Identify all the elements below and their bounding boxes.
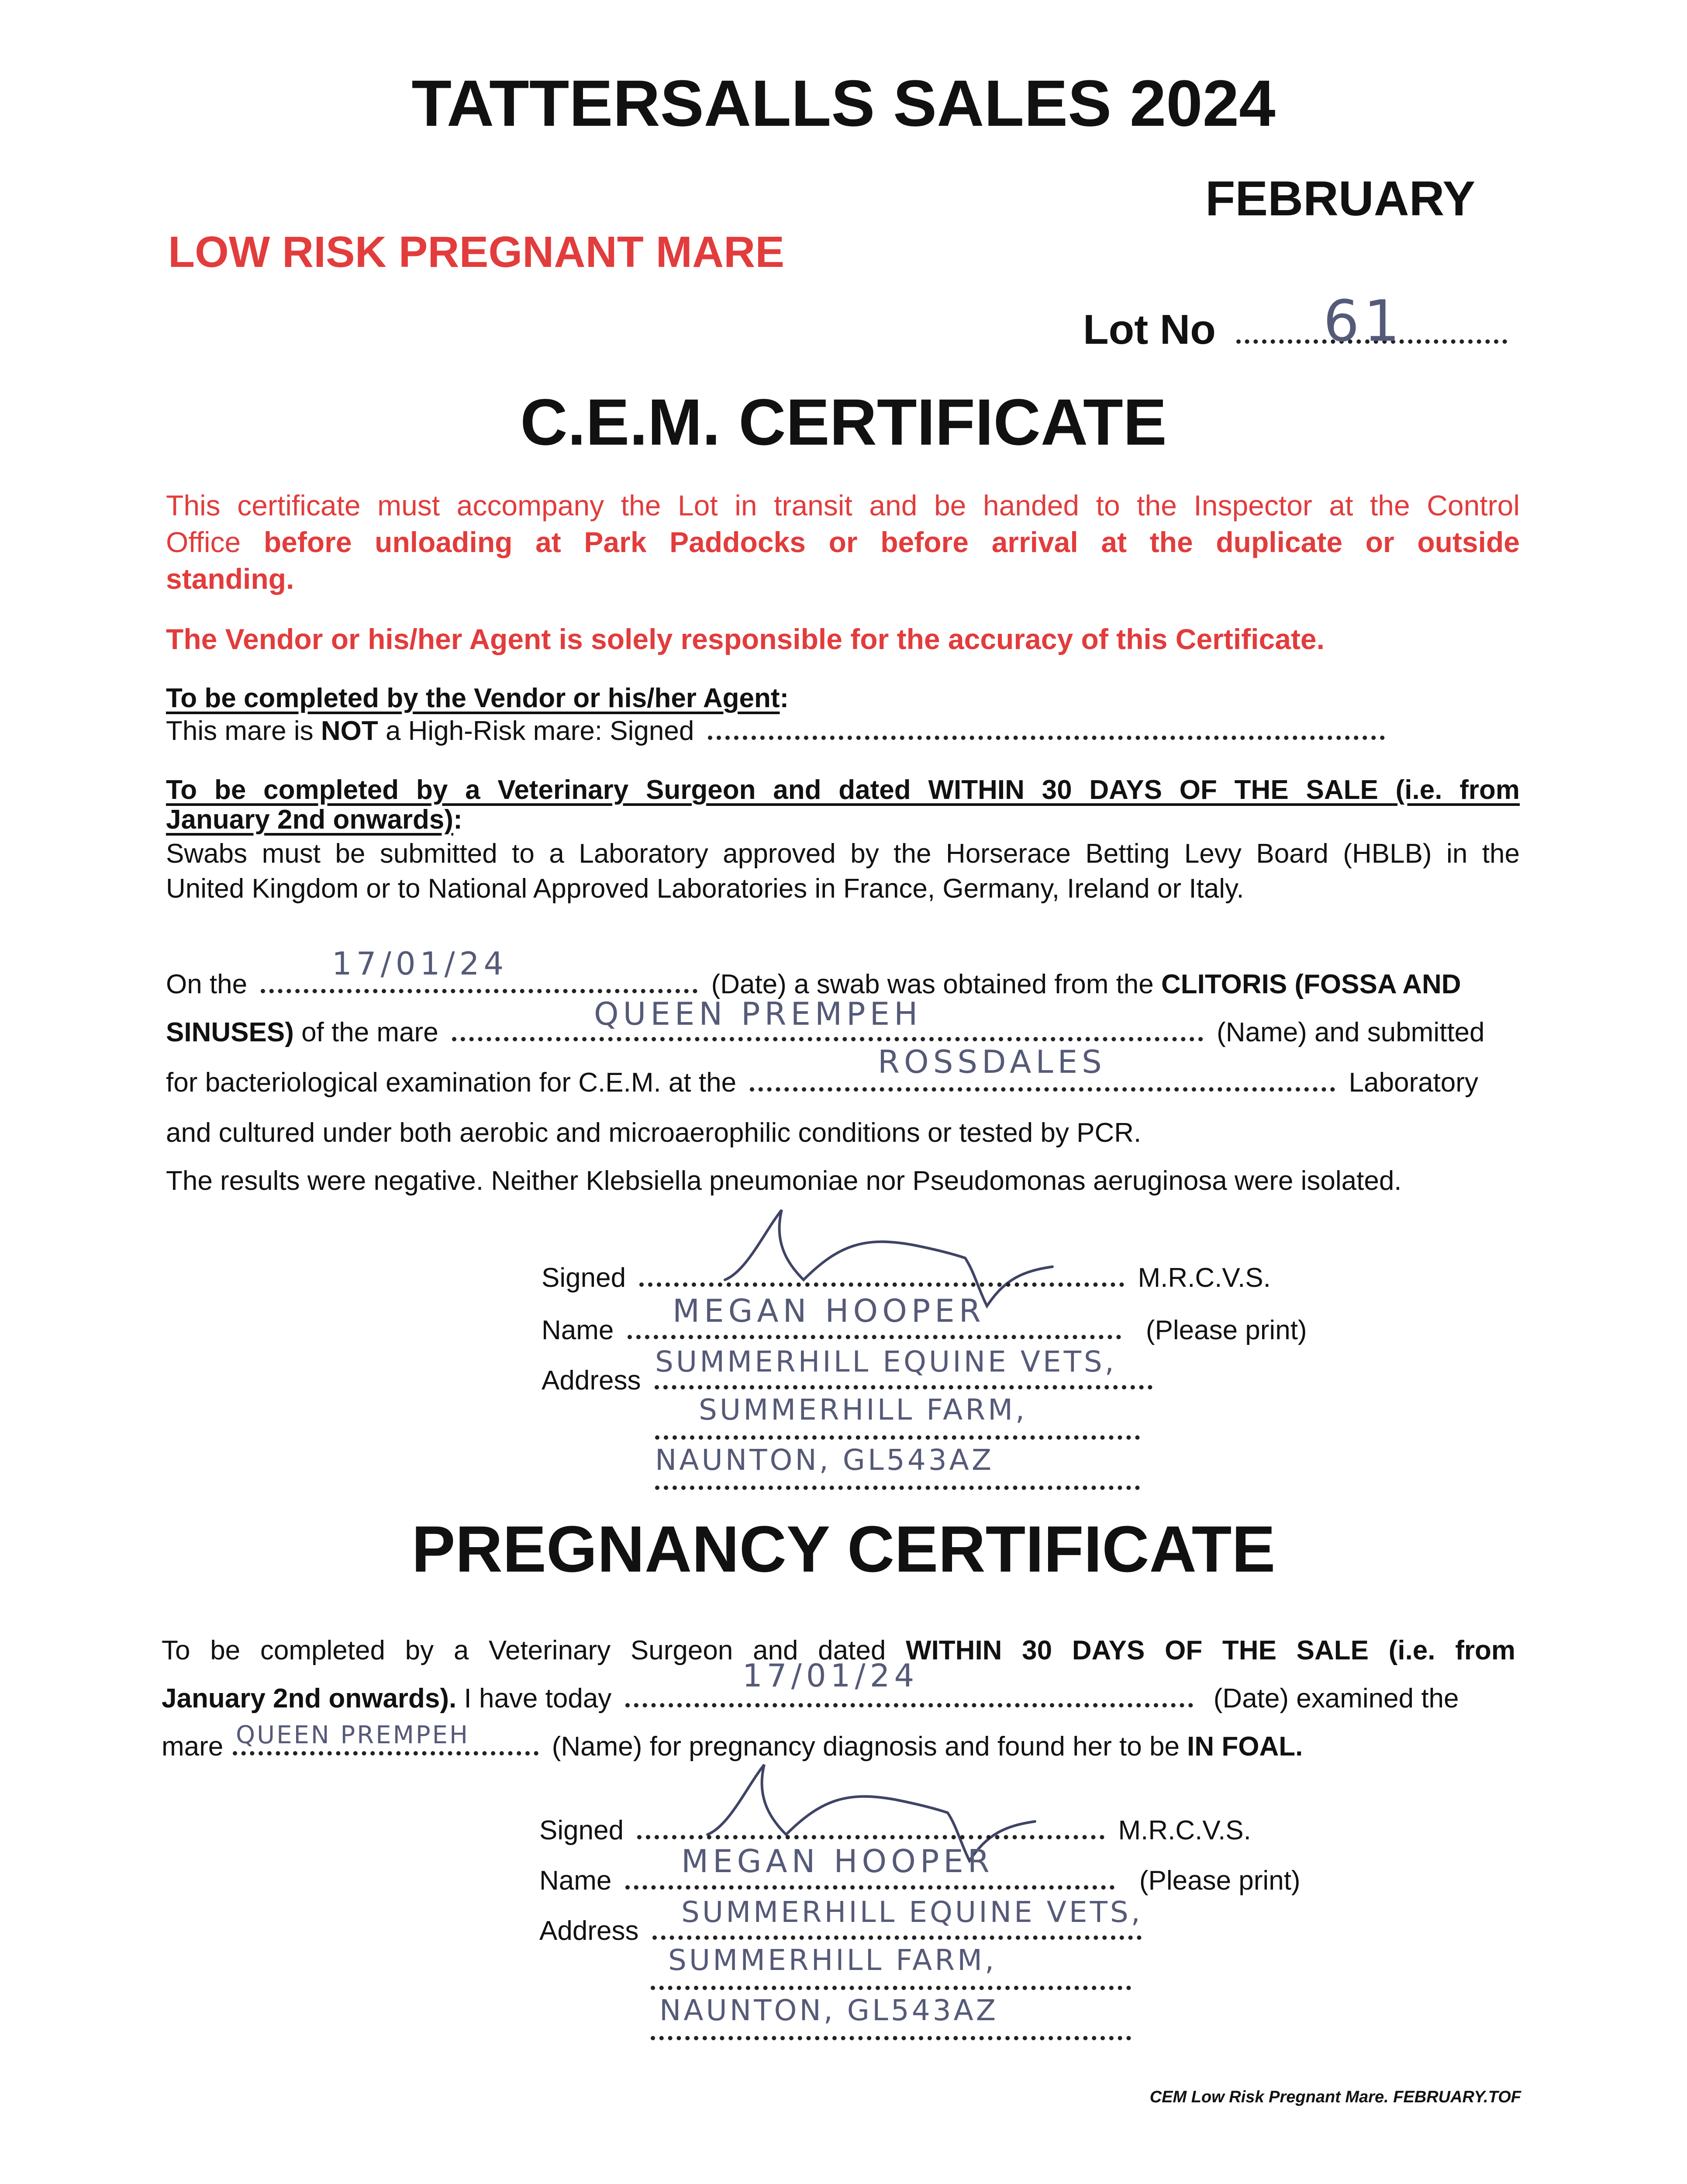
pregnancy-address-line-3: NAUNTON, GL543AZ bbox=[659, 1994, 999, 2027]
pregnancy-text-line-1: To be completed by a Veterinary Surgeon and dated WITHIN 30 DAYS OF THE SALE (i.e. from bbox=[162, 1635, 1515, 1666]
cem-certificate-title: C.E.M. CERTIFICATE bbox=[520, 385, 1167, 459]
cem-signed-row: Signed M.R.C.V.S. bbox=[542, 1263, 1271, 1293]
footer-file-reference: CEM Low Risk Pregnant Mare. FEBRUARY.TOF bbox=[1149, 2088, 1521, 2106]
lot-number-row bbox=[1083, 306, 1507, 354]
cem-address-row: Address bbox=[542, 1365, 1152, 1396]
document-title: TATTERSALLS SALES 2024 bbox=[411, 66, 1276, 140]
cem-name-row: Name (Please print) bbox=[542, 1315, 1307, 1345]
cem-notice bbox=[166, 487, 1520, 597]
cem-address-line-2: SUMMERHILL FARM, bbox=[699, 1393, 1028, 1427]
cultured-line: and cultured under both aerobic and microaerophilic conditions or tested by PCR. bbox=[166, 1118, 1142, 1148]
pregnancy-text-line-2: January 2nd onwards). I have today (Date) examined the bbox=[162, 1683, 1459, 1714]
laboratory-line: for bacteriological examination for C.E.M. at the Laboratory bbox=[166, 1068, 1478, 1098]
pregnancy-vet-name-value: MEGAN HOOPER bbox=[681, 1843, 994, 1880]
lot-number-value: 61 bbox=[1323, 288, 1404, 354]
pregnancy-mare-name-value: QUEEN PREMPEH bbox=[236, 1721, 470, 1749]
swab-date-value: 17/01/24 bbox=[332, 945, 508, 982]
pregnancy-text-line-3: mare (Name) for pregnancy diagnosis and found her to be IN FOAL. bbox=[162, 1731, 1303, 1762]
cem-address-line-1: SUMMERHILL EQUINE VETS, bbox=[655, 1345, 1117, 1379]
pregnancy-address-line-1: SUMMERHILL EQUINE VETS, bbox=[681, 1895, 1143, 1929]
lot-label: Lot No bbox=[1083, 306, 1216, 353]
pregnancy-date-value: 17/01/24 bbox=[742, 1657, 919, 1694]
swab-requirements: Swabs must be submitted to a Laboratory approved by the Horserace Betting Levy Board (HBLB) in the United Kingdom or to National Approved Laboratories in France, Germany, Ireland or Italy. bbox=[166, 839, 1520, 904]
cem-mare-name-value: QUEEN PREMPEH bbox=[594, 995, 922, 1032]
vendor-heading: To be completed by the Vendor or his/her Agent: bbox=[166, 683, 789, 713]
pregnancy-address-row: Address bbox=[539, 1915, 1142, 1946]
vendor-signature-dots bbox=[708, 736, 1385, 740]
vendor-responsibility-notice: The Vendor or his/her Agent is solely responsible for the accuracy of this Certificate. bbox=[166, 623, 1325, 655]
cem-notice-line-2-bold: before unloading at Park Paddocks or before arrival at the duplicate or outside bbox=[263, 526, 1520, 558]
results-line: The results were negative. Neither Klebsiella pneumoniae nor Pseudomonas aeruginosa were isolated. bbox=[166, 1166, 1402, 1196]
swab-date-line: On the (Date) a swab was obtained from the CLITORIS (FOSSA AND bbox=[166, 969, 1461, 999]
cem-address-line-3: NAUNTON, GL543AZ bbox=[655, 1443, 994, 1477]
laboratory-value: ROSSDALES bbox=[878, 1044, 1106, 1080]
month-label: FEBRUARY bbox=[1205, 171, 1476, 226]
vet-heading: To be completed by a Veterinary Surgeon and dated WITHIN 30 DAYS OF THE SALE (i.e. from January 2nd onwards): bbox=[166, 775, 1520, 835]
cem-vet-name-value: MEGAN HOOPER bbox=[673, 1292, 985, 1329]
mare-name-line: SINUSES) of the mare (Name) and submitted bbox=[166, 1017, 1485, 1047]
pregnancy-signed-row: Signed M.R.C.V.S. bbox=[539, 1815, 1251, 1845]
cem-notice-line-2-plain: Office bbox=[166, 526, 264, 558]
cem-notice-line-1: This certificate must accompany the Lot in transit and be handed to the Inspector at the Control bbox=[166, 489, 1520, 522]
pregnancy-certificate-title: PREGNANCY CERTIFICATE bbox=[411, 1512, 1276, 1586]
cem-notice-line-3: standing. bbox=[166, 563, 294, 595]
pregnancy-address-line-2: SUMMERHILL FARM, bbox=[668, 1943, 997, 1977]
pregnancy-name-row: Name (Please print) bbox=[539, 1866, 1301, 1896]
risk-label: LOW RISK PREGNANT MARE bbox=[168, 228, 785, 276]
vendor-signed-line: This mare is NOT a High-Risk mare: Signed bbox=[166, 716, 1520, 746]
